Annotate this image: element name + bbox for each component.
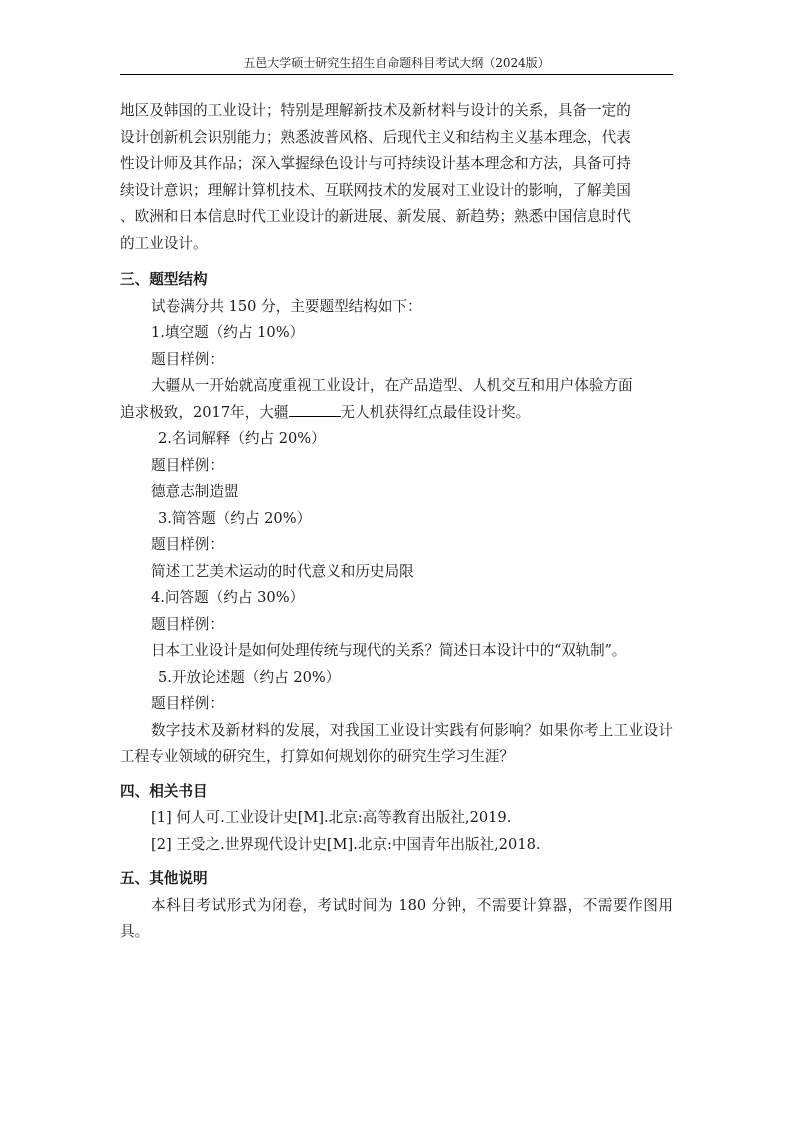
header-divider	[120, 74, 673, 75]
intro-line: 、欧洲和日本信息时代工业设计的新进展、新发展、新趋势；熟悉中国信息时代	[120, 208, 631, 225]
exam-structure-intro: 试卷满分共 150 分，主要题型结构如下：	[151, 297, 422, 315]
fill-blank-text-after: 无人机获得红点最佳设计奖。	[340, 403, 531, 421]
essay-question-example: 日本工业设计是如何处理传统与现代的关系？简述日本设计中的“双轨制”。	[151, 642, 627, 659]
short-answer-example: 简述工艺美术运动的时代意义和历史局限	[151, 562, 414, 580]
reference-book: [1] 何人可.工业设计史[M].北京:高等教育出版社,2019.	[151, 809, 512, 826]
section-heading-references: 四、相关书目	[120, 782, 208, 800]
sample-label: 题目样例：	[151, 615, 224, 633]
question-type-title: 3.简答题（约占 20%）	[158, 509, 312, 527]
question-type-title: 2.名词解释（约占 20%）	[158, 430, 326, 447]
sample-label: 题目样例：	[151, 456, 224, 474]
fill-blank-text-before: 追求极致，2017年，大疆	[120, 403, 289, 421]
term-example: 德意志制造盟	[151, 483, 239, 500]
intro-line: 的工业设计。	[120, 234, 208, 252]
section-heading-question-structure: 三、题型结构	[120, 271, 208, 288]
section-heading-other-notes: 五、其他说明	[120, 870, 208, 887]
page-header-title: 五邑大学硕士研究生招生自命题科目考试大纲（2024版）	[243, 56, 550, 70]
sample-label: 题目样例：	[151, 350, 224, 368]
sample-label: 题目样例：	[151, 536, 224, 553]
intro-line: 设计创新机会识别能力；熟悉波普风格、后现代主义和结构主义基本理念，代表	[120, 128, 631, 146]
intro-line: 续设计意识；理解计算机技术、互联网技术的发展对工业设计的影响，了解美国	[120, 181, 631, 199]
fill-blank-underline	[289, 402, 341, 417]
fill-blank-example-line	[120, 400, 673, 427]
question-type-title: 5.开放论述题（约占 20%）	[158, 668, 341, 686]
fill-blank-example-line: 大疆从一开始就高度重视工业设计，在产品造型、人机交互和用户体验方面	[151, 377, 633, 394]
question-type-title: 4.问答题（约占 30%）	[151, 589, 305, 606]
intro-line: 性设计师及其作品；深入掌握绿色设计与可持续设计基本理念和方法，具备可持	[120, 155, 631, 172]
intro-line: 地区及韩国的工业设计；特别是理解新技术及新材料与设计的关系，具备一定的	[120, 102, 631, 119]
open-discussion-example: 数字技术及新材料的发展，对我国工业设计实践有何影响？如果你考上工业设计工程专业领域的研究生，打算如何规划你的研究生学习生涯？	[120, 721, 673, 765]
other-notes-text: 本科目考试形式为闭卷，考试时间为 180 分钟，不需要计算器，不需要作图用具。	[120, 896, 673, 940]
question-type-title: 1.填空题（约占 10%）	[151, 324, 305, 341]
reference-book: [2] 王受之.世界现代设计史[M].北京:中国青年出版社,2018.	[151, 835, 541, 853]
sample-label: 题目样例：	[151, 695, 224, 712]
document-body	[120, 98, 673, 946]
